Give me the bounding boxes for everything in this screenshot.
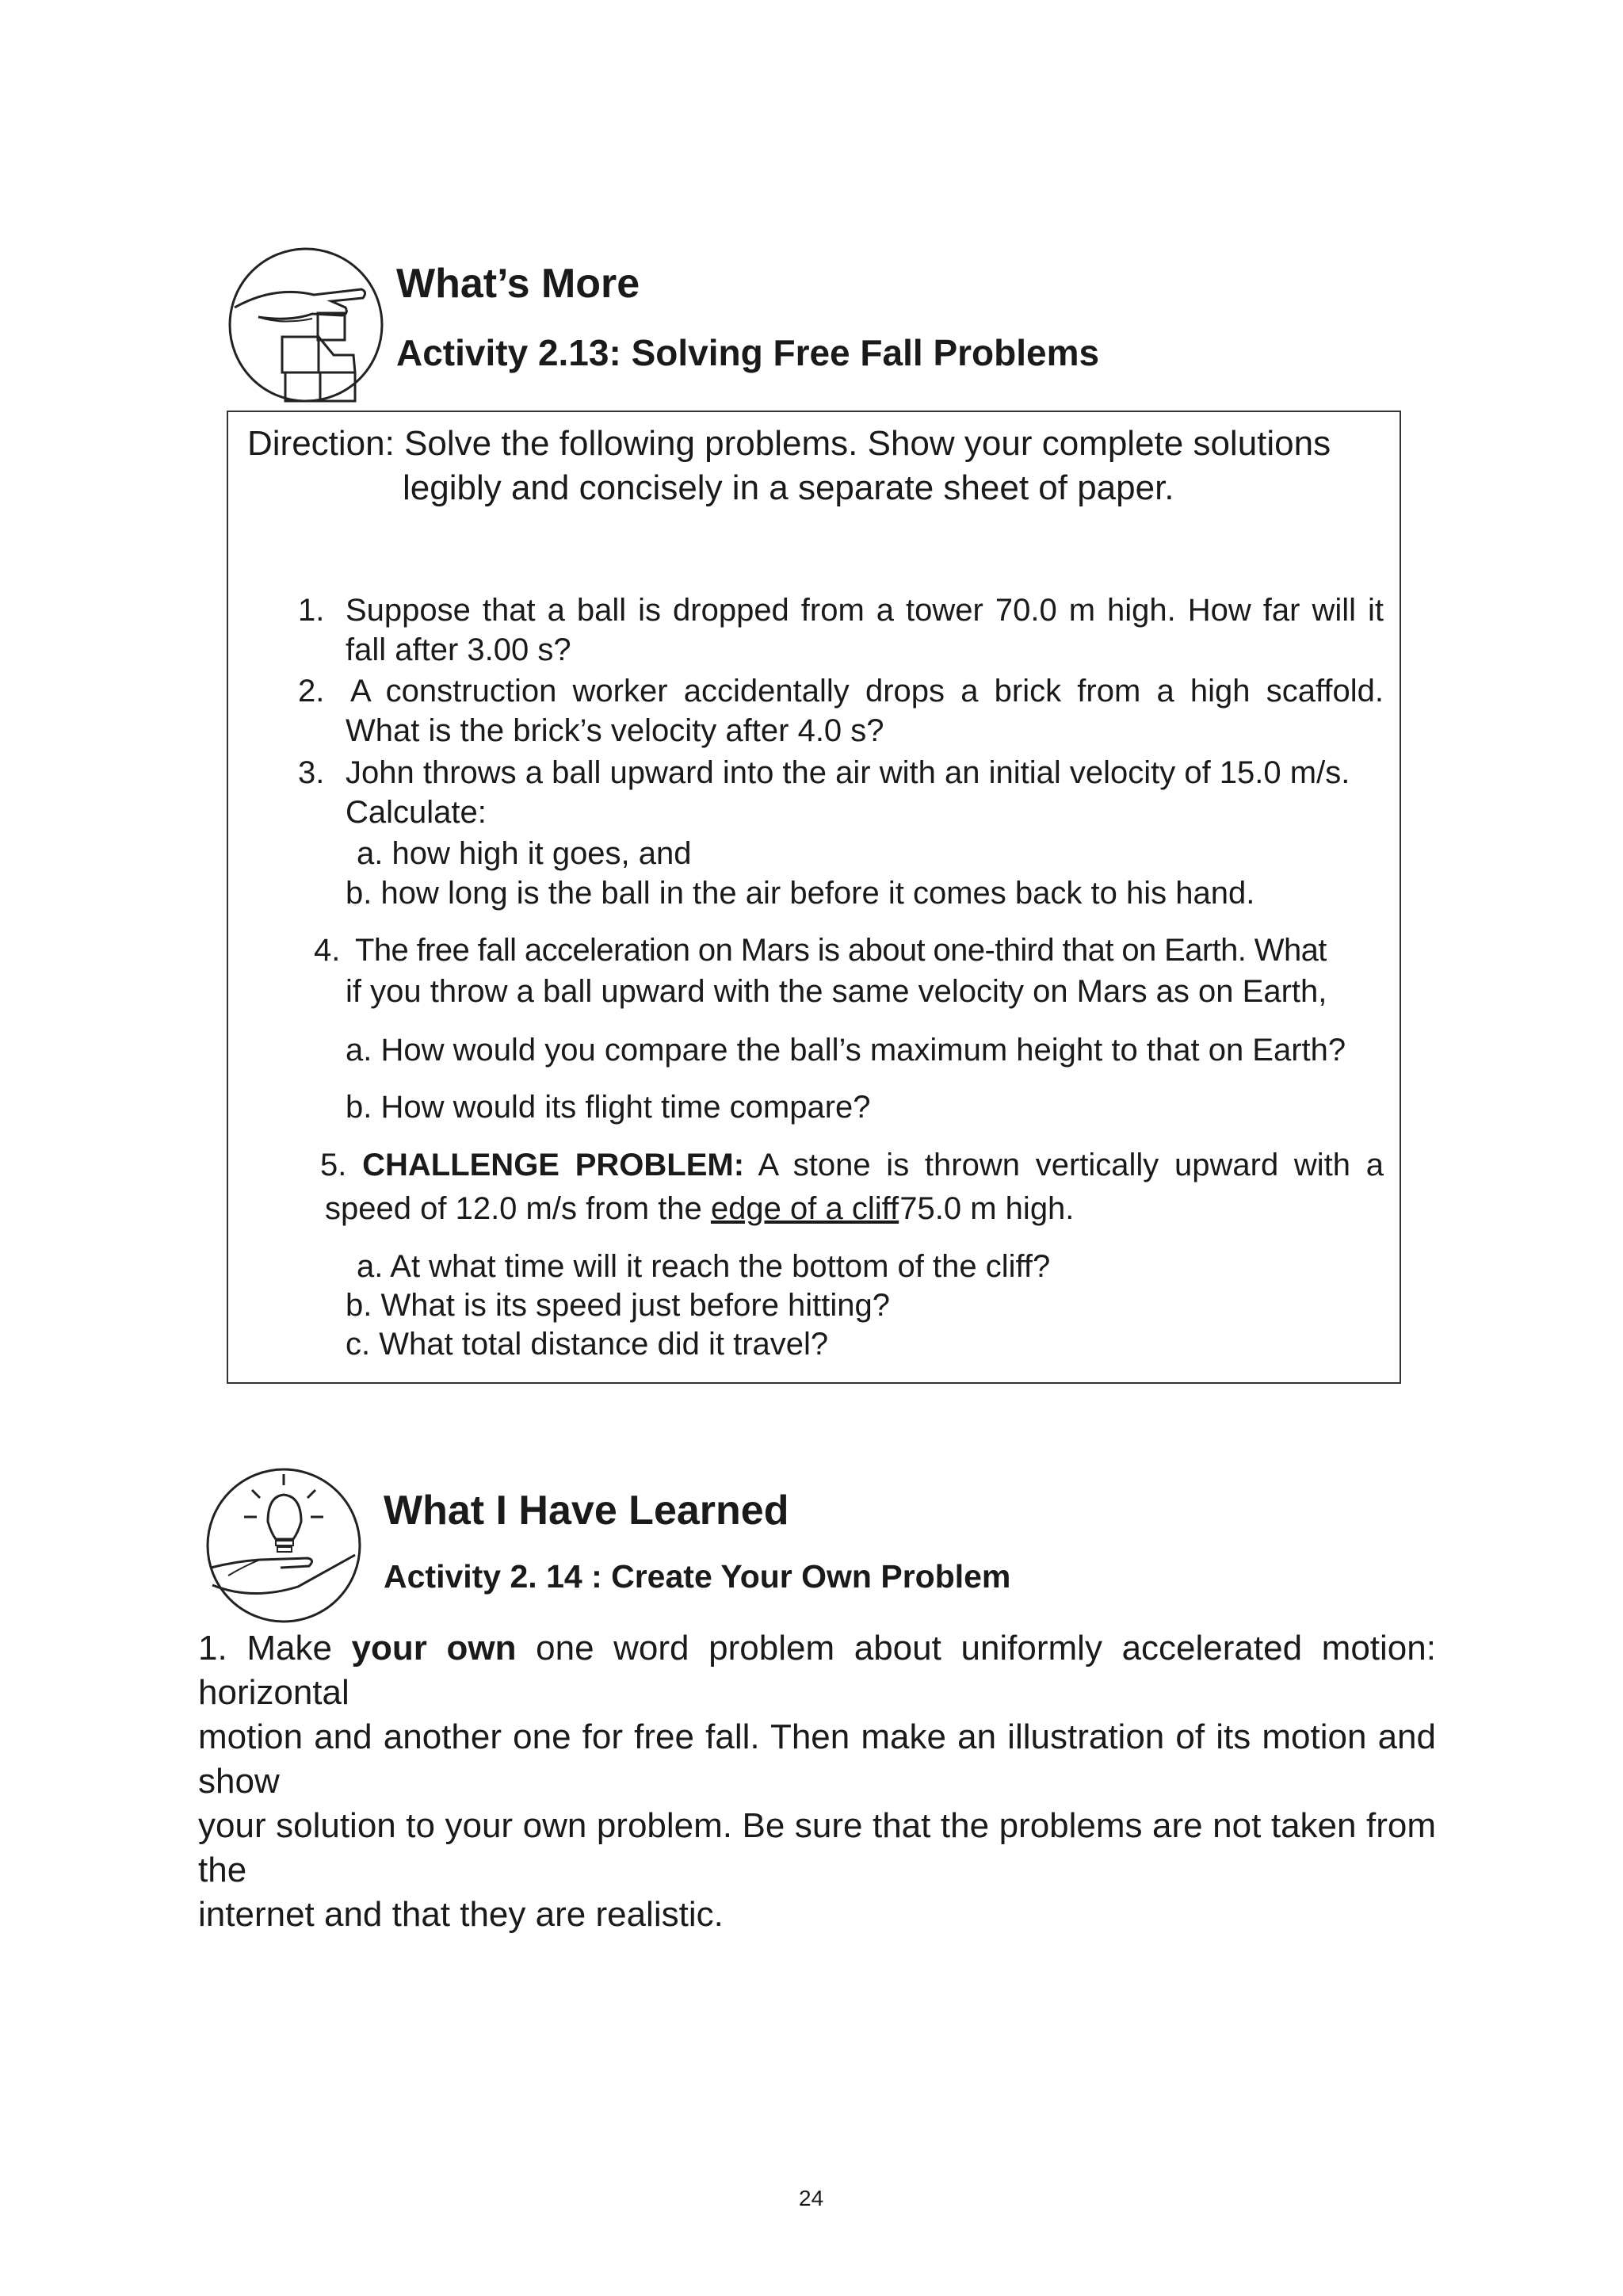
problem-5-line-2-pre: speed of 12.0 m/s from the [325, 1191, 702, 1226]
learned-line-3: your solution to your own problem. Be sure that the problems are not taken from the [198, 1806, 1436, 1889]
problem-1-text [346, 590, 1384, 630]
learned-paragraph [198, 1626, 1436, 1937]
challenge-label: CHALLENGE PROBLEM: [362, 1148, 745, 1182]
problem-1-line-2: fall after 3.00 s? [346, 632, 571, 667]
hand-holding-lightbulb-icon [204, 1466, 363, 1625]
problem-5-line-2 [325, 1189, 1074, 1228]
problem-5-number: 5. [320, 1148, 347, 1182]
problem-4-line-2: if you throw a ball upward with the same velocity on Mars as on Earth, [346, 974, 1327, 1009]
problem-1-line-1: Suppose that a ball is dropped from a tower 70.0 m high. How far will it [346, 593, 1384, 628]
problem-2-line-1 [350, 671, 1384, 711]
learned-line-1 [198, 1626, 1436, 1715]
direction-text-cont: legibly and concisely in a separate sheet of paper. [403, 468, 1174, 507]
hand-stacking-blocks-icon [227, 246, 388, 404]
problem-2-number: 2. [298, 674, 325, 709]
learned-line-4: internet and that they are realistic. [198, 1895, 724, 1934]
edge-of-cliff-underlined: edge of a cliff [710, 1191, 899, 1226]
problem-5-line-2-post: 75.0 m high. [899, 1191, 1075, 1226]
learned-line-1-pre: 1. Make [198, 1629, 332, 1668]
problem-4-part-b: b. How would its flight time compare? [346, 1090, 871, 1125]
problem-3-line-1: John throws a ball upward into the air with an initial velocity of 15.0 m/s. [346, 755, 1350, 790]
problem-5-part-c: c. What total distance did it travel? [346, 1327, 829, 1362]
problem-2-line-2: What is the brick’s velocity after 4.0 s? [346, 713, 884, 748]
problem-4-line-1: The free fall acceleration on Mars is about one-third that on Earth. What [355, 933, 1327, 968]
problem-4-part-a: a. How would you compare the ball’s maximum height to that on Earth? [346, 1033, 1346, 1068]
problem-1-number: 1. [298, 593, 325, 628]
page-number: 24 [799, 2186, 824, 2210]
problem-3-part-a: a. how high it goes, and [357, 836, 692, 871]
problem-5-text: A stone is thrown vertically upward with a [758, 1148, 1384, 1182]
problem-2-line-1-text: A construction worker accidentally drops a brick from a high scaffold. [350, 674, 1384, 709]
activity-title-2-13: Activity 2.13: Solving Free Fall Problems [396, 332, 1100, 373]
your-own-bold: your own [351, 1629, 517, 1668]
problem-5-line-1 [320, 1145, 1384, 1185]
learned-line-2: motion and another one for free fall. Then make an illustration of its motion and show [198, 1717, 1436, 1801]
problem-5-part-b: b. What is its speed just before hitting? [346, 1288, 891, 1323]
problem-3-line-2: Calculate: [346, 795, 487, 830]
learned-line-1-post: one word problem about uniformly accelerated motion: horizontal [198, 1629, 1436, 1712]
problem-3-part-b: b. how long is the ball in the air before it comes back to his hand. [346, 876, 1255, 911]
direction-text: Direction: Solve the following problems. Show your complete solutions [247, 424, 1331, 463]
problem-3-number: 3. [298, 755, 325, 790]
section-title-learned: What I Have Learned [384, 1488, 789, 1534]
activity-title-2-14: Activity 2. 14 : Create Your Own Problem [384, 1558, 1011, 1595]
section-title-whats-more: What’s More [396, 261, 640, 307]
problem-5-part-a: a. At what time will it reach the bottom of the cliff? [357, 1249, 1051, 1284]
problem-4-number: 4. [314, 933, 341, 968]
